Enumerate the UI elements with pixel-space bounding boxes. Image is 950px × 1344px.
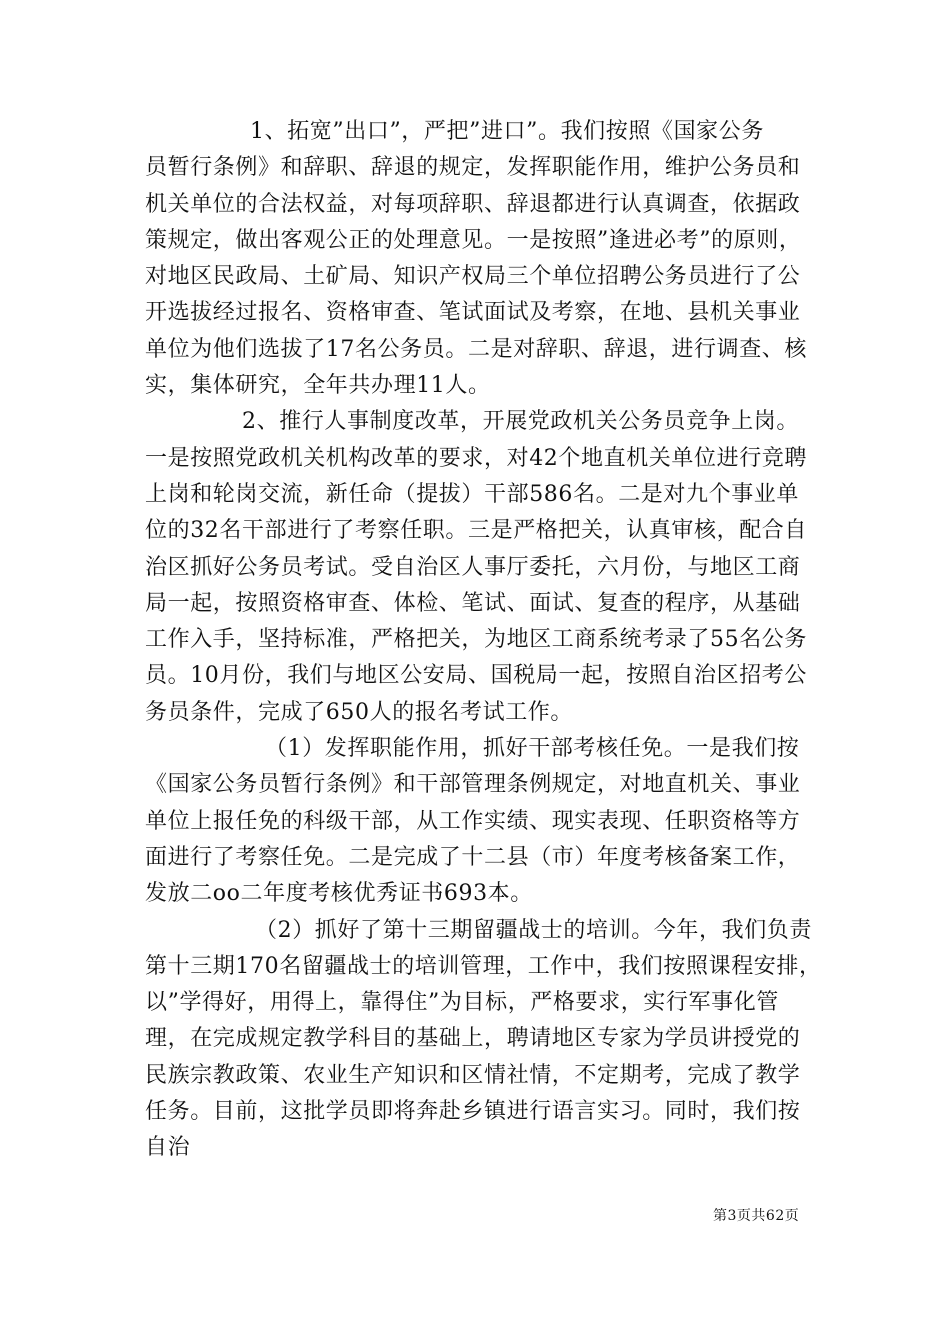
- text-line: 开选拔经过报名、资格审查、笔试面试及考察，在地、县机关事业: [145, 300, 801, 326]
- text-line: 《国家公务员暂行条例》和干部管理条例规定，对地直机关、事业: [145, 772, 801, 798]
- text-line: 2、推行人事制度改革，开展党政机关公务员竞争上岗。: [242, 409, 799, 435]
- paragraph-cadre-assessment: [145, 731, 815, 912]
- text-line: 工作入手，坚持标准，严格把关，为地区工商系统考录了55名公务: [145, 627, 807, 653]
- text-line: （2）抓好了第十三期留疆战士的培训。今年，我们负责: [255, 917, 812, 943]
- paragraph-soldier-training: [145, 913, 822, 1167]
- page-number-footer: 第3页共62页: [713, 1208, 800, 1224]
- text-line: 务员条件，完成了650人的报名考试工作。: [145, 699, 573, 725]
- text-line: （1）发挥职能作用，抓好干部考核任免。一是我们按: [265, 736, 800, 762]
- document-body: [145, 114, 822, 1167]
- text-line: 实，集体研究，全年共办理11人。: [145, 373, 491, 399]
- text-line: 以”学得好，用得上，靠得住”为目标，严格要求，实行军事化管: [145, 990, 779, 1016]
- paragraph-personnel-reform: [145, 404, 815, 731]
- text-line: 1、拓宽”出口”，严把”进口”。我们按照《国家公务: [250, 119, 764, 144]
- text-line: 一是按照党政机关机构改革的要求，对42个地直机关单位进行竞聘: [145, 445, 807, 471]
- text-line: 任务。目前，这批学员即将奔赴乡镇进行语言实习。同时，我们按: [145, 1099, 801, 1125]
- text-line: 局一起，按照资格审查、体检、笔试、面试、复查的程序，从基础: [145, 590, 801, 616]
- text-line: 单位上报任免的科级干部，从工作实绩、现实表现、任职资格等方: [145, 808, 801, 834]
- text-line: 民族宗教政策、农业生产知识和区情社情，不定期考，完成了教学: [145, 1062, 801, 1088]
- text-line: 员暂行条例》和辞职、辞退的规定，发挥职能作用，维护公务员和: [145, 155, 801, 181]
- text-line: 单位为他们选拔了17名公务员。二是对辞职、辞退，进行调查、核: [145, 336, 807, 362]
- text-line: 位的32名干部进行了考察任职。三是严格把关，认真审核，配合自: [145, 518, 807, 544]
- text-line: 自治: [145, 1135, 191, 1161]
- paragraph-expand-exit-strict-entry: [145, 114, 815, 404]
- text-line: 员。10月份，我们与地区公安局、国税局一起，按照自治区招考公: [145, 663, 807, 689]
- text-line: 理，在完成规定教学科目的基础上，聘请地区专家为学员讲授党的: [145, 1026, 801, 1052]
- text-line: 发放二oo二年度考核优秀证书693本。: [145, 881, 533, 907]
- text-line: 上岗和轮岗交流，新任命（提拔）干部586名。二是对九个事业单: [145, 481, 799, 507]
- text-line: 对地区民政局、土矿局、知识产权局三个单位招聘公务员进行了公: [145, 264, 801, 290]
- text-line: 机关单位的合法权益，对每项辞职、辞退都进行认真调查，依据政: [145, 191, 801, 217]
- text-line: 面进行了考察任免。二是完成了十二县（市）年度考核备案工作，: [145, 844, 801, 870]
- text-line: 策规定，做出客观公正的处理意见。一是按照”逢进必考”的原则，: [145, 227, 802, 253]
- text-line: 治区抓好公务员考试。受自治区人事厅委托，六月份，与地区工商: [145, 554, 801, 580]
- text-line: 第十三期170名留疆战士的培训管理，工作中，我们按照课程安排，: [145, 953, 822, 979]
